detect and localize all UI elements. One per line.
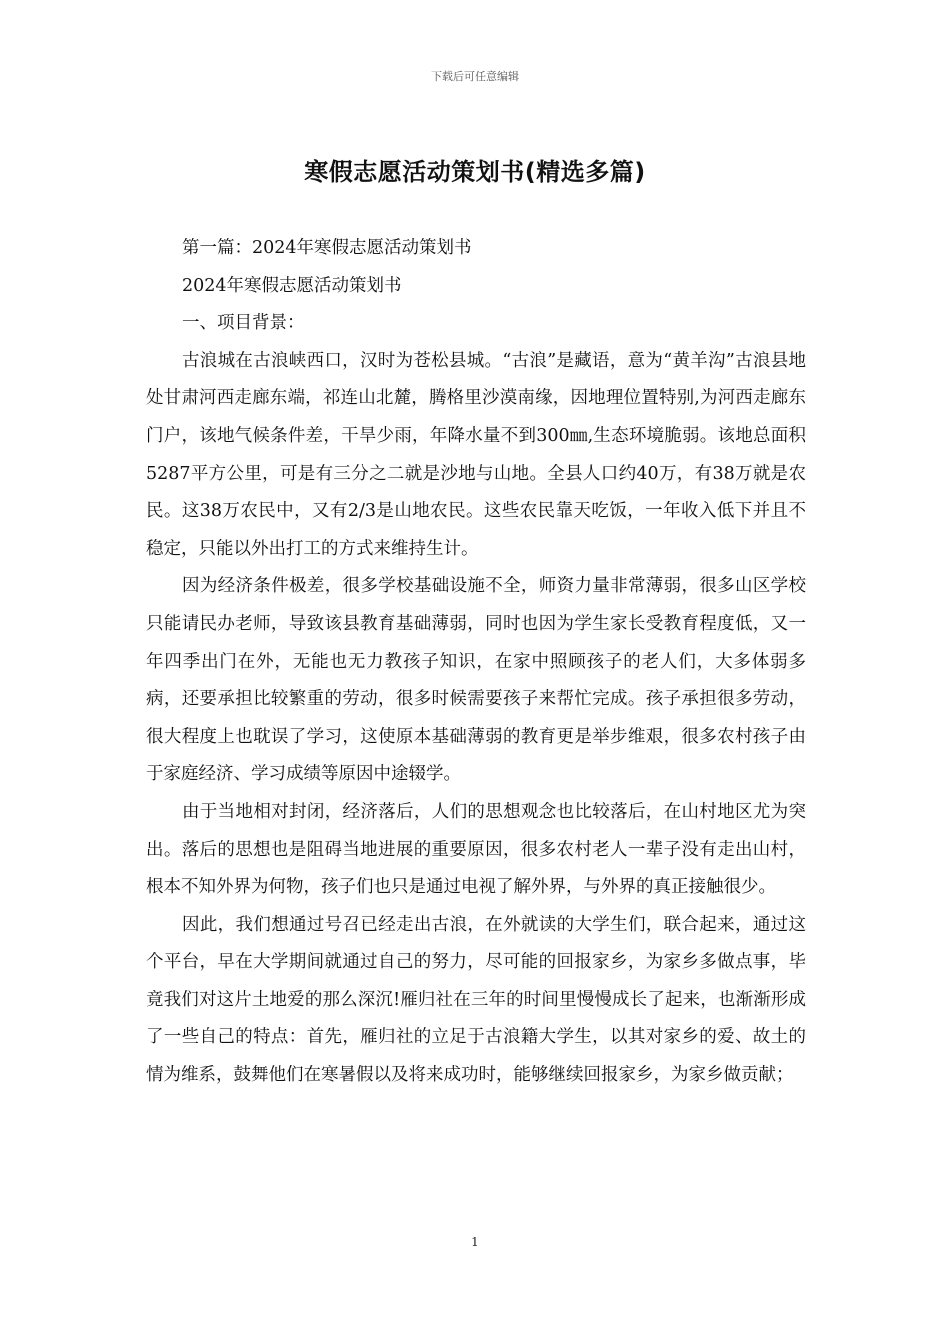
document-body [146,230,806,1095]
paragraph-background: 古浪城在古浪峡西口，汉时为苍松县城。“古浪”是藏语，意为“黄羊沟”古浪县地处甘肃河西走廊东端，祁连山北麓，腾格里沙漠南缘，因地理位置特别,为河西走廊东门户，该地气候条件差，干旱少雨，年降水量不到300㎜,生态环境脆弱。该地总面积5287平方公里，可是有三分之二就是沙地与山地。全县人口约40万，有38万就是农民。这38万农民中，又有2/3是山地农民。这些农民靠天吃饭，一年收入低下并且不稳定，只能以外出打工的方式来维持生计。 [146,350,806,559]
section-one-heading: 一、项目背景： [182,313,305,334]
part-one-heading: 第一篇：2024年寒假志愿活动策划书 [182,238,472,258]
paragraph-purpose: 因此，我们想通过号召已经走出古浪，在外就读的大学生们，联合起来，通过这个平台，早在大学期间就通过自己的努力，尽可能的回报家乡，为家乡多做点事，毕竟我们对这片土地爱的那么深沉!雁归社在三年的时间里慢慢成长了起来，也渐渐形成了一些自己的特点：首先，雁归社的立足于古浪籍大学生，以其对家乡的爱、故土的情为维系，鼓舞他们在寒暑假以及将来成功时，能够继续回报家乡，为家乡做贡献； [146,914,806,1086]
page-header: 下载后可任意编辑 [431,70,519,83]
page-number: 1 [471,1235,479,1249]
subtitle-heading: 2024年寒假志愿活动策划书 [182,275,402,296]
paragraph-isolation: 由于当地相对封闭，经济落后，人们的思想观念也比较落后，在山村地区尤为突出。落后的思想也是阻碍当地进展的重要原因，很多农村老人一辈子没有走出山村，根本不知外界为何物，孩子们也只是通过电视了解外界，与外界的真正接触很少。 [146,801,806,898]
document-title: 寒假志愿活动策划书(精选多篇) [304,158,646,186]
paragraph-education: 因为经济条件极差，很多学校基础设施不全，师资力量非常薄弱，很多山区学校只能请民办老师，导致该县教育基础薄弱，同时也因为学生家长受教育程度低，又一年四季出门在外，无能也无力教孩子知识，在家中照顾孩子的老人们，大多体弱多病，还要承担比较繁重的劳动，很多时候需要孩子来帮忙完成。孩子承担很多劳动，很大程度上也耽误了学习，这使原本基础薄弱的教育更是举步维艰，很多农村孩子由于家庭经济、学习成绩等原因中途辍学。 [146,576,806,785]
